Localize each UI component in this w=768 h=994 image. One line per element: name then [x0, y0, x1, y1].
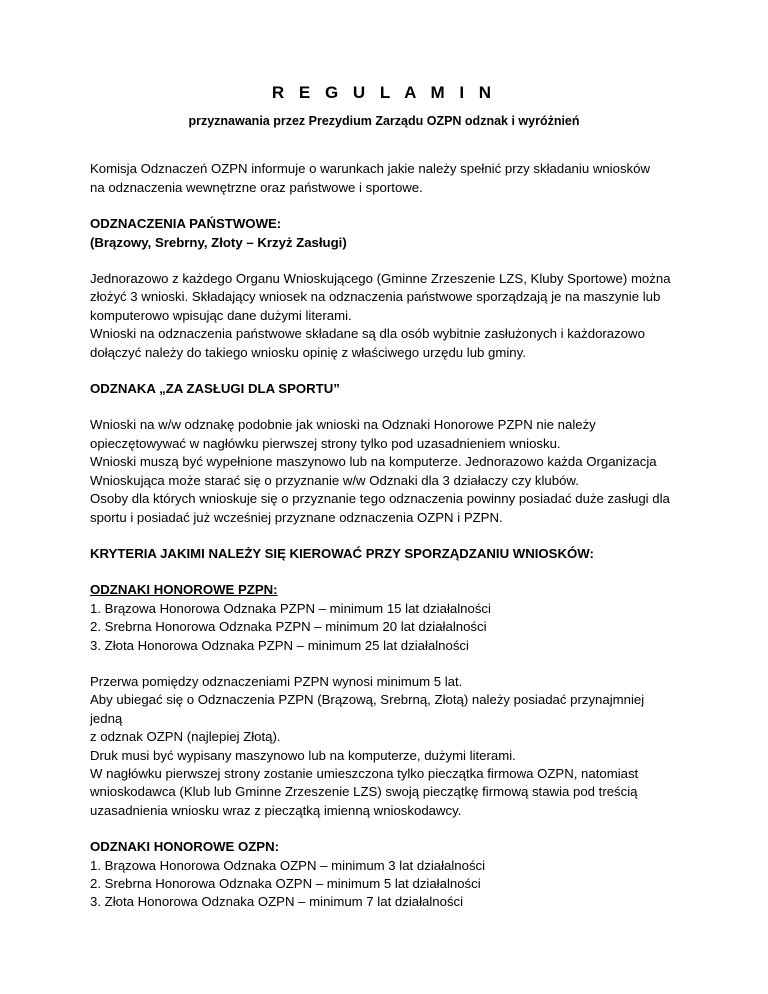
document-title: R E G U L A M I N [271, 83, 497, 102]
text-line: W nagłówku pierwszej strony zostanie umieszczona tylko pieczątka firmowa OZPN, natomiast [90, 765, 639, 781]
section-heading-ozpn-badges: ODZNAKI HONOROWE OZPN: [90, 839, 280, 855]
text-line: komputerowo wpisując dane dużymi literami. [90, 307, 352, 323]
list-item: 2. Srebrna Honorowa Odznaka OZPN – minimum 5 lat działalności [90, 876, 481, 891]
text-line: Druk musi być wypisany maszynowo lub na komputerze, dużymi literami. [90, 747, 516, 763]
text-line: z odznak OZPN (najlepiej Złotą). [90, 729, 281, 745]
sport-merit-heading-block [90, 380, 678, 398]
text-line: wnioskodawca (Klub lub Gminne Zrzeszenie LZS) swoją pieczątkę firmową stawia pod treścią [90, 784, 638, 800]
list-item: 2. Srebrna Honorowa Odznaka PZPN – minimum 20 lat działalności [90, 619, 487, 635]
ozpn-badges-list [90, 857, 678, 912]
pzpn-badges-block [90, 581, 678, 655]
text-line: sportu i posiadać już wcześniej przyznane odznaczenia OZPN i PZPN. [90, 509, 503, 525]
state-awards-heading-block [90, 215, 678, 252]
sport-merit-paragraph [90, 416, 678, 526]
text-line: uzasadnienia wniosku wraz z pieczątką imienną wnioskodawcy. [90, 802, 462, 818]
section-heading-sport-merit: ODZNAKA „ZA ZASŁUGI DLA SPORTU” [90, 381, 340, 397]
criteria-heading-block [90, 545, 678, 563]
text-line: Wnioski na w/w odznakę podobnie jak wnioski na Odznaki Honorowe PZPN nie należy [90, 417, 596, 433]
text-line: Wnioskująca może starać się o przyznanie w/w Odznaki dla 3 działaczy czy klubów. [90, 472, 579, 488]
section-heading-criteria: KRYTERIA JAKIMI NALEŻY SIĘ KIEROWAĆ PRZY SPORZĄDZANIU WNIOSKÓW: [90, 545, 594, 561]
section-subheading-state-awards: (Brązowy, Srebrny, Złoty – Krzyż Zasługi) [90, 234, 347, 250]
text-line: na odznaczenia wewnętrzne oraz państwowe i sportowe. [90, 179, 423, 195]
text-line: Komisja Odznaczeń OZPN informuje o warunkach jakie należy spełnić przy składaniu wniosków [90, 161, 650, 177]
text-line: Wnioski muszą być wypełnione maszynowo lub na komputerze. Jednorazowo każda Organizacja [90, 454, 657, 470]
text-line: złożyć 3 wnioski. Składający wniosek na odznaczenia państwowe sporządzają je na maszynie lub [90, 289, 661, 305]
section-heading-state-awards: ODZNACZENIA PAŃSTWOWE: [90, 216, 282, 232]
list-item: 3. Złota Honorowa Odznaka PZPN – minimum 25 lat działalności [90, 637, 469, 653]
section-heading-pzpn-badges: ODZNAKI HONOROWE PZPN: [90, 582, 278, 598]
document-subtitle: przyznawania przez Prezydium Zarządu OZPN odznak i wyróżnień [188, 114, 580, 128]
intro-paragraph [90, 160, 678, 197]
pzpn-notes-paragraph [90, 673, 678, 820]
list-item: 1. Brązowa Honorowa Odznaka OZPN – minimum 3 lat działalności [90, 857, 486, 873]
text-line: Osoby dla których wnioskuje się o przyznanie tego odznaczenia powinny posiadać duże zasługi dla [90, 491, 670, 507]
text-line: opieczętowywać w nagłówku pierwszej strony tylko pod uzasadnieniem wniosku. [90, 435, 561, 451]
text-line: Aby ubiegać się o Odznaczenia PZPN (Brązową, Srebrną, Złotą) należy posiadać przynajmniej jedną [90, 692, 645, 726]
text-line: Jednorazowo z każdego Organu Wnioskującego (Gminne Zrzeszenie LZS, Kluby Sportowe) można [90, 271, 671, 287]
ozpn-badges-block [90, 838, 678, 912]
text-line: dołączyć należy do takiego wniosku opinię z właściwego urzędu lub gminy. [90, 344, 526, 360]
state-awards-paragraph [90, 270, 678, 362]
text-line: Wnioski na odznaczenia państwowe składane są dla osób wybitnie zasłużonych i każdorazowo [90, 326, 645, 342]
list-item: 1. Brązowa Honorowa Odznaka PZPN – minimum 15 lat działalności [90, 600, 491, 616]
list-item: 3. Złota Honorowa Odznaka OZPN – minimum 7 lat działalności [90, 894, 464, 910]
pzpn-badges-list [90, 600, 678, 655]
text-line: Przerwa pomiędzy odznaczeniami PZPN wynosi minimum 5 lat. [90, 673, 463, 689]
